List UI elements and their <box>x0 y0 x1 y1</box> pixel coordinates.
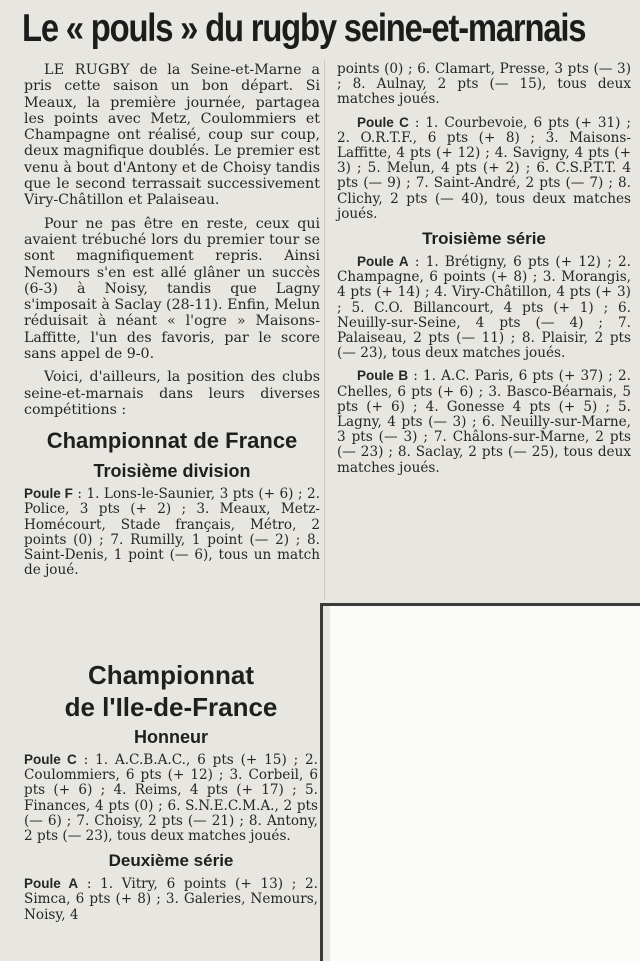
poule-f-standings <box>24 486 320 578</box>
subheading-deuxieme-serie: Deuxième série <box>108 851 234 871</box>
deuxieme-serie-poule-a-text: : 1. Vitry, 6 points (+ 13) ; 2. Simca, 6 pts (+ 8) ; 3. Galeries, Nemours, Noisy, 4 <box>24 876 318 923</box>
paragraph-3: Voici, d'ailleurs, la position des clubs seine-et-marnais dans leurs diverses compétitions : <box>24 369 320 418</box>
intro-paragraph <box>24 62 320 209</box>
subheading-troisieme-division: Troisième division <box>93 461 251 482</box>
troisieme-serie-poule-b-text: : 1. A.C. Paris, 6 pts (+ 37) ; 2. Chelles, 6 pts (+ 6) ; 3. Basco-Béarnais, 5 pts (+ 6) ; 4. Gonesse 4 pts (+ 5) ; 5. Lagny, 4 pts (— 3) ; 6. Neuilly-sur-Marne, 3 pts (— 3) ; 7. Châlons-sur-Marne, 2 pts (— 23) ; 8. Saclay, 2 pts (— 25), tous deux matches joués. <box>337 368 631 476</box>
blank-paper-area <box>330 606 640 961</box>
deuxieme-serie-poule-c-standings <box>337 115 631 222</box>
deuxieme-serie-poule-c-label: Poule C <box>357 114 409 130</box>
subheading-troisieme-serie: Troisième série <box>422 229 546 249</box>
bottom-left-column <box>24 652 318 923</box>
troisieme-serie-poule-a-label: Poule A <box>357 254 409 270</box>
troisieme-serie-poule-b-standings <box>337 368 631 475</box>
troisieme-serie-poule-a-standings <box>337 254 631 361</box>
horizontal-rule <box>320 603 640 606</box>
section-heading-idf-line1: Championnat <box>87 660 255 690</box>
troisieme-serie-poule-b-label: Poule B <box>357 368 409 384</box>
section-heading-idf-line2: de l'Ile-de-France <box>64 692 278 722</box>
honneur-poule-c-label: Poule C <box>24 752 77 767</box>
deuxieme-serie-poule-a-label: Poule A <box>24 876 79 892</box>
poule-f-text: : 1. Lons-le-Saunier, 3 pts (+ 6) ; 2. Police, 3 pts (+ 2) ; 3. Meaux, Metz-Homécourt, Stade français, Métro, 2 points (0) ; 7. Rumilly, 1 point (— 2) ; 8. Saint-Denis, 1 point (— 6), tous un match de joué. <box>24 486 320 579</box>
deuxieme-serie-poule-c-text: : 1. Courbevoie, 6 pts (+ 31) ; 2. O.R.T.F., 6 pts (+ 8) ; 3. Maisons-Laffitte, 4 pts (+ 12) ; 4. Savigny, 4 pts (+ 3) ; 5. Melun, 4 pts (+ 2) ; 6. C.S.P.T.T. 4 pts (— 9) ; 7. Saint-André, 2 pts (— 7) ; 8. Clichy, 2 pts (— 40), tous deux matches joués. <box>337 114 631 222</box>
troisieme-serie-poule-a-text: : 1. Brétigny, 6 pts (+ 12) ; 2. Champagne, 6 points (+ 8) ; 3. Morangis, 4 pts (+ 14) ; 4. Viry-Châtillon, 4 pts (+ 3) ; 5. C.O. Billancourt, 4 pts (+ 1) ; 6. Neuilly-sur-Seine, 4 pts (— 4) ; 7. Palaiseau, 2 pts (— 11) ; 8. Plaisir, 2 pts (— 23), tous deux matches joués. <box>337 254 631 362</box>
deuxieme-serie-poule-a-continued: points (0) ; 6. Clamart, Presse, 3 pts (— 3) ; 8. Aulnay, 2 pts (— 15), tous deux matches joués. <box>337 61 631 108</box>
section-heading-france: Championnat de France <box>46 428 298 454</box>
right-column <box>337 62 631 476</box>
paragraph-2: Pour ne pas être en reste, ceux qui avaient trébuché lors du premier tour se sont magnifiquement repris. Ainsi Nemours s'en est allé glâner un succès (6-3) à Noisy, tandis que Lagny s'imposait à Saclay (28-11). Enfin, Melun réduisait à néant « l'ogre » Maisons-Laffitte, l'un des favoris, par le score sans appel de 9-0. <box>24 215 320 363</box>
intro-text: de la Seine-et-Marne a pris cette saison un bon départ. Si Meaux, la première journée, partagea les points avec Metz, Coulommiers et Champagne ont réalisé, coup sur coup, deux magnifique doublés. Le premier est venu à bout d'Antony et de Choisy tandis que le second terrassait successivement Viry-Châtillon et Palaiseau. <box>24 62 320 209</box>
vertical-rule <box>320 603 323 961</box>
honneur-poule-c-text: : 1. A.C.B.A.C., 6 pts (+ 15) ; 2. Coulommiers, 6 pts (+ 12) ; 3. Corbeil, 6 pts (+ 6) ; 4. Reims, 4 pts (+ 17) ; 5. Finances, 4 pts (0) ; 6. S.N.E.C.M.A., 2 pts (— 6) ; 7. Choisy, 2 pts (— 21) ; 8. Antony, 2 pts (— 23), tous deux matches joués. <box>24 752 318 845</box>
poule-f-label: Poule F <box>24 486 73 502</box>
deuxieme-serie-poule-a-standings <box>24 876 318 923</box>
honneur-poule-c-standings <box>24 752 318 844</box>
column-divider <box>324 60 325 600</box>
subheading-honneur: Honneur <box>134 727 208 747</box>
left-column <box>24 62 320 578</box>
article-headline: Le « pouls » du rugby seine-et-marnais <box>22 7 586 50</box>
intro-lead: LE RUGBY <box>44 62 130 78</box>
